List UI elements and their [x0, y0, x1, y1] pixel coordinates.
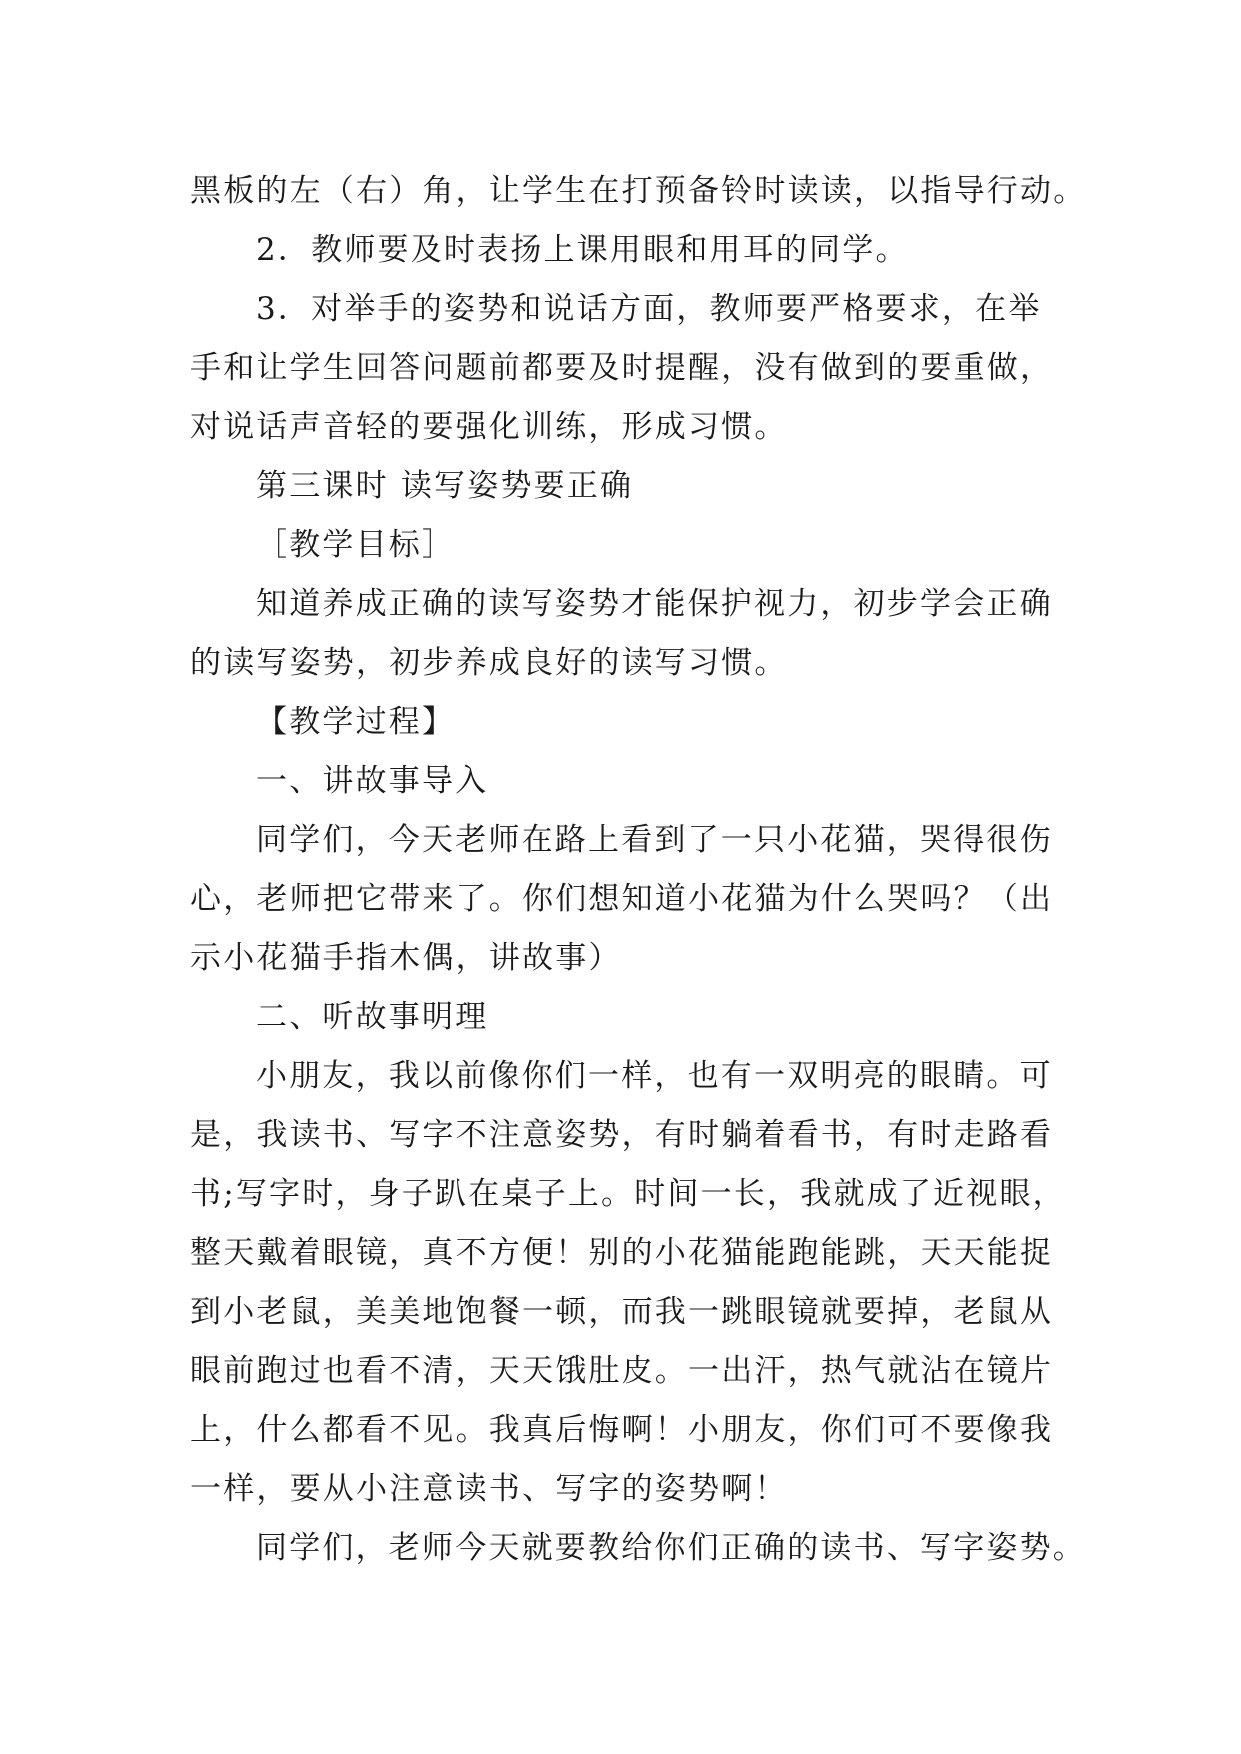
text-line: 的读写姿势，初步养成良好的读写习惯。	[190, 645, 788, 681]
subsection-heading: 【教学过程】	[256, 704, 456, 740]
text-line: 小朋友，我以前像你们一样，也有一双明亮的眼睛。可	[256, 1058, 1053, 1094]
section-heading: 第三课时 读写姿势要正确	[256, 468, 634, 504]
text-line: 整天戴着眼镜，真不方便！别的小花猫能跑能跳，天天能捉	[190, 1235, 1054, 1271]
text-line: 黑板的左（右）角，让学生在打预备铃时读读，以指导行动。	[190, 173, 1087, 209]
subsection-heading: ［教学目标］	[256, 527, 456, 563]
text-line: 一样，要从小注意读书、写字的姿势啊！	[190, 1471, 788, 1507]
text-line: 上，什么都看不见。我真后悔啊！小朋友，你们可不要像我	[190, 1412, 1054, 1448]
text-line: 心，老师把它带来了。你们想知道小花猫为什么哭吗？（出	[190, 881, 1054, 917]
text-line: 书;写字时，身子趴在桌子上。时间一长，我就成了近视眼，	[190, 1176, 1066, 1212]
text-line: 手和让学生回答问题前都要及时提醒，没有做到的要重做，	[190, 350, 1054, 386]
text-line: 知道养成正确的读写姿势才能保护视力，初步学会正确	[256, 586, 1053, 622]
text-line: 到小老鼠，美美地饱餐一顿，而我一跳眼镜就要掉，老鼠从	[190, 1294, 1054, 1330]
text-line: 3．对举手的姿势和说话方面，教师要严格要求，在举	[256, 291, 1042, 327]
text-line: 示小花猫手指木偶，讲故事）	[190, 940, 622, 976]
text-line: 2．教师要及时表扬上课用眼和用耳的同学。	[256, 232, 909, 268]
text-line: 眼前跑过也看不清，天天饿肚皮。一出汗，热气就沾在镜片	[190, 1353, 1054, 1389]
document-body	[190, 162, 1087, 1578]
text-line: 对说话声音轻的要强化训练，形成习惯。	[190, 409, 788, 445]
text-line: 同学们，今天老师在路上看到了一只小花猫，哭得很伤	[256, 822, 1053, 858]
text-line: 同学们，老师今天就要教给你们正确的读书、写字姿势。	[256, 1530, 1086, 1566]
text-line: 是，我读书、写字不注意姿势，有时躺着看书，有时走路看	[190, 1117, 1054, 1153]
step-heading: 一、讲故事导入	[256, 763, 489, 799]
step-heading: 二、听故事明理	[256, 999, 489, 1035]
